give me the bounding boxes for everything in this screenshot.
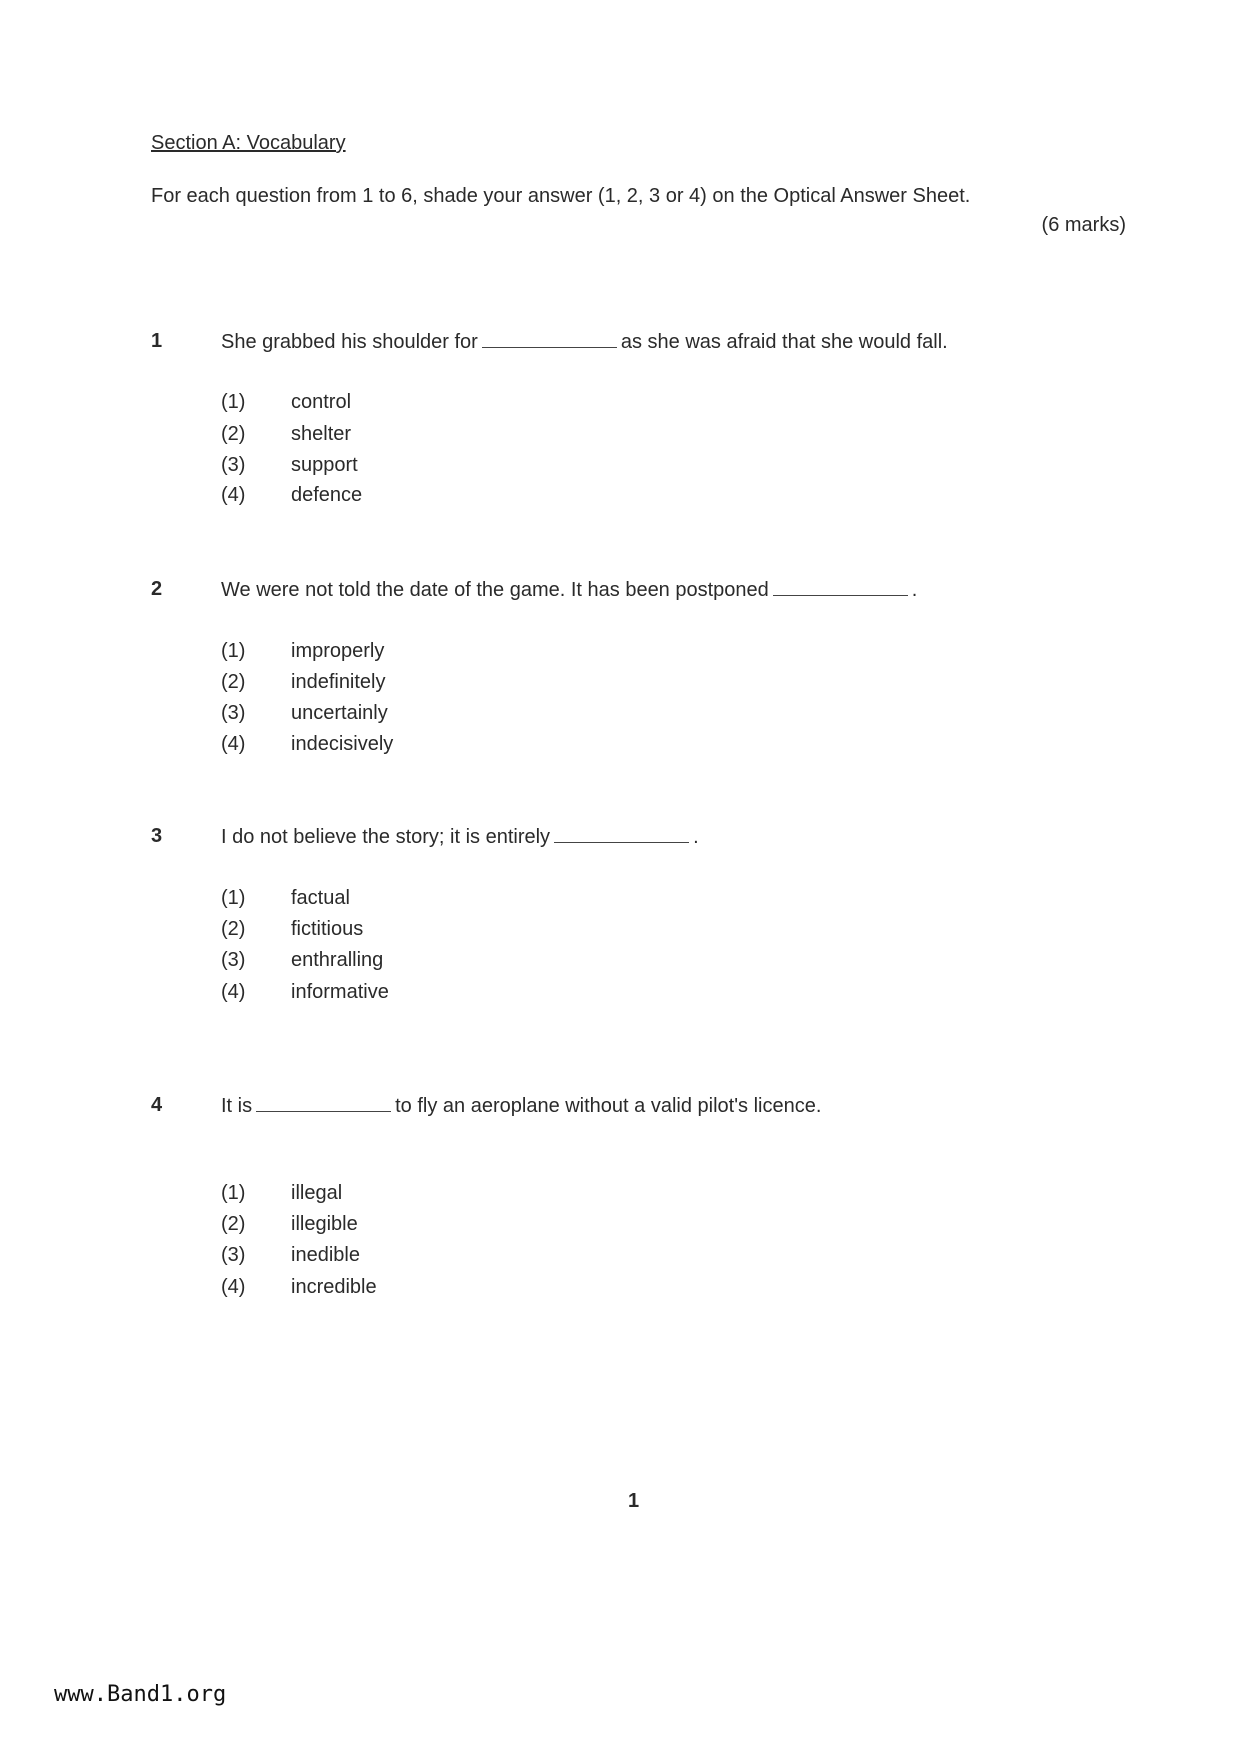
option-label: (4) xyxy=(221,484,246,506)
option-text: support xyxy=(291,454,358,476)
marks-label: (6 marks) xyxy=(1041,214,1126,236)
answer-blank xyxy=(554,824,689,843)
option-label: (2) xyxy=(221,423,246,445)
option-text: uncertainly xyxy=(291,702,388,724)
question-text-before: We were not told the date of the game. It has been postponed xyxy=(221,579,769,601)
answer-blank xyxy=(482,329,617,348)
option-label: (2) xyxy=(221,1213,246,1235)
instruction-text: For each question from 1 to 6, shade your answer (1, 2, 3 or 4) on the Optical Answer Sheet. xyxy=(151,185,971,207)
question-text-after: . xyxy=(911,579,918,601)
option-text: factual xyxy=(291,887,350,909)
question-text xyxy=(221,329,948,354)
option-label: (2) xyxy=(221,918,246,940)
option-label: (1) xyxy=(221,640,246,662)
option-text: inedible xyxy=(291,1244,360,1266)
option-text: indecisively xyxy=(291,733,394,755)
option-text: control xyxy=(291,391,352,413)
option-text: improperly xyxy=(291,640,385,662)
option-label: (1) xyxy=(221,391,246,413)
option-label: (4) xyxy=(221,1276,246,1298)
option-text: fictitious xyxy=(291,918,364,940)
option-text: illegible xyxy=(291,1213,358,1235)
option-label: (3) xyxy=(221,1244,246,1266)
question-number: 2 xyxy=(151,578,163,600)
option-label: (3) xyxy=(221,454,246,476)
option-label: (4) xyxy=(221,733,246,755)
option-text: shelter xyxy=(291,423,352,445)
question-text-before: I do not believe the story; it is entirely xyxy=(221,826,551,848)
page-number: 1 xyxy=(628,1490,640,1512)
question-number: 4 xyxy=(151,1094,163,1116)
question-text-before: It is xyxy=(221,1095,253,1117)
option-label: (4) xyxy=(221,981,246,1003)
answer-blank xyxy=(256,1093,391,1112)
section-title: Section A: Vocabulary xyxy=(151,132,346,154)
option-label: (1) xyxy=(221,887,246,909)
option-text: informative xyxy=(291,981,389,1003)
question-text-after: to fly an aeroplane without a valid pilot's licence. xyxy=(395,1095,822,1117)
question-text-before: She grabbed his shoulder for xyxy=(221,331,478,353)
option-label: (1) xyxy=(221,1182,246,1204)
option-text: illegal xyxy=(291,1182,343,1204)
question-number: 1 xyxy=(151,330,163,352)
option-label: (2) xyxy=(221,671,246,693)
option-label: (3) xyxy=(221,949,246,971)
watermark: www.Band1.org xyxy=(54,1682,227,1707)
question-number: 3 xyxy=(151,825,163,847)
option-text: incredible xyxy=(291,1276,377,1298)
option-text: enthralling xyxy=(291,949,384,971)
question-text xyxy=(221,577,917,602)
question-text-after: as she was afraid that she would fall. xyxy=(620,331,948,353)
option-text: indefinitely xyxy=(291,671,386,693)
question-text-after: . xyxy=(693,826,699,848)
option-text: defence xyxy=(291,484,363,506)
answer-blank xyxy=(773,577,908,596)
question-text xyxy=(221,824,699,849)
question-text xyxy=(221,1093,821,1118)
option-label: (3) xyxy=(221,702,246,724)
